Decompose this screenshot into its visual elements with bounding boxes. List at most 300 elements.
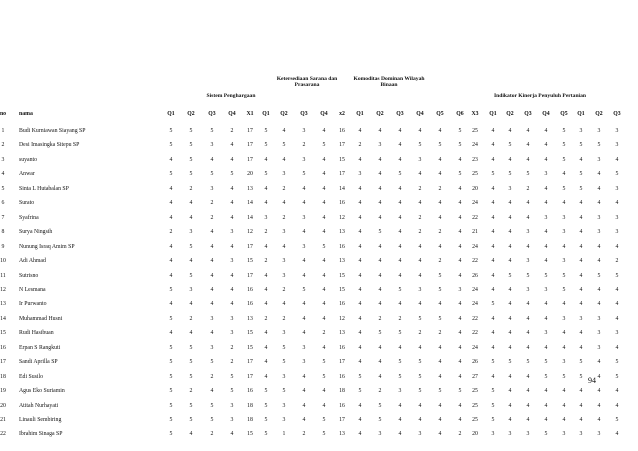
- table-cell: 5: [398, 286, 402, 293]
- respondent-name: suyanto: [19, 156, 38, 163]
- table-cell: 4: [491, 200, 495, 207]
- table-cell: 4: [597, 185, 601, 192]
- table-cell: 3: [544, 286, 548, 293]
- table-cell: 4: [378, 171, 382, 178]
- table-cell: 5: [544, 431, 548, 438]
- table-cell: 4: [302, 417, 306, 423]
- table-cell: 3: [615, 229, 619, 236]
- table-cell: 13: [339, 431, 345, 438]
- column-header: Q4: [542, 111, 550, 117]
- table-cell: 4: [458, 330, 462, 337]
- table-cell: 5: [210, 402, 214, 409]
- table-cell: 4: [508, 344, 512, 351]
- table-cell: 4: [491, 185, 495, 192]
- table-cell: 4: [230, 272, 234, 279]
- table-cell: 4: [169, 258, 173, 265]
- column-header: Q6: [456, 111, 464, 117]
- table-cell: 15: [247, 330, 253, 337]
- table-cell: 4: [615, 344, 619, 351]
- table-cell: 4: [210, 388, 214, 395]
- table-cell: 4: [526, 388, 530, 395]
- table-cell: 4: [358, 200, 362, 207]
- table-cell: 4: [398, 229, 402, 236]
- table-cell: 5: [282, 344, 286, 351]
- table-cell: 5: [418, 315, 422, 322]
- table-cell: 23: [472, 156, 478, 163]
- table-cell: 3: [597, 344, 601, 351]
- column-header: Q5: [560, 111, 568, 117]
- table-cell: 4: [438, 431, 442, 438]
- table-cell: 4: [526, 402, 530, 409]
- table-cell: 2: [302, 142, 306, 149]
- table-cell: 3: [562, 431, 566, 438]
- table-cell: 4: [230, 142, 234, 149]
- table-cell: 5: [491, 388, 495, 395]
- table-cell: 3: [230, 417, 234, 423]
- table-cell: 4: [322, 128, 326, 134]
- table-cell: 5: [189, 344, 193, 351]
- table-cell: 4: [544, 185, 548, 192]
- table-cell: 5: [491, 417, 495, 423]
- table-cell: 4: [378, 286, 382, 293]
- table-cell: 17: [339, 171, 345, 178]
- table-cell: 4: [189, 330, 193, 337]
- table-cell: 4: [438, 402, 442, 409]
- table-cell: 4: [302, 272, 306, 279]
- table-cell: 4: [458, 359, 462, 366]
- column-header: nama: [19, 111, 33, 117]
- table-cell: 5: [210, 417, 214, 423]
- table-cell: 4: [526, 156, 530, 163]
- table-cell: 4: [358, 359, 362, 366]
- table-cell: 4: [526, 214, 530, 221]
- table-cell: 3: [210, 185, 214, 192]
- table-cell: 4: [458, 185, 462, 192]
- table-cell: 4: [526, 243, 530, 250]
- table-cell: 4: [418, 128, 422, 134]
- table-cell: 5: [615, 417, 619, 423]
- table-cell: 5: [438, 142, 442, 149]
- table-cell: 5: [322, 142, 326, 149]
- table-cell: 3: [302, 156, 306, 163]
- table-cell: 4: [491, 243, 495, 250]
- table-cell: 1: [282, 431, 286, 438]
- table-cell: 4: [358, 214, 362, 221]
- table-cell: 4: [597, 258, 601, 265]
- table-cell: 5: [322, 431, 326, 438]
- table-cell: 5: [302, 171, 306, 178]
- table-cell: 4: [438, 243, 442, 250]
- table-cell: 25: [472, 417, 478, 423]
- table-cell: 4: [508, 128, 512, 134]
- table-cell: 2: [210, 200, 214, 207]
- table-cell: 5: [526, 272, 530, 279]
- table-cell: 4: [398, 301, 402, 308]
- table-cell: 4: [322, 200, 326, 207]
- table-cell: 3: [302, 359, 306, 366]
- row-number: 13: [0, 301, 6, 308]
- table-cell: 5: [189, 417, 193, 423]
- table-cell: 5: [264, 431, 268, 438]
- column-header: no: [0, 111, 7, 117]
- row-number: 1: [1, 128, 5, 134]
- table-cell: 3: [398, 388, 402, 395]
- table-cell: 3: [526, 286, 530, 293]
- table-cell: 4: [322, 344, 326, 351]
- table-cell: 4: [282, 128, 286, 134]
- table-cell: 3: [526, 229, 530, 236]
- table-cell: 3: [418, 286, 422, 293]
- table-cell: 5: [322, 373, 326, 380]
- table-cell: 5: [526, 171, 530, 178]
- table-cell: 4: [458, 344, 462, 351]
- table-cell: 4: [189, 258, 193, 265]
- table-cell: 16: [339, 301, 345, 308]
- table-cell: 4: [491, 142, 495, 149]
- table-cell: 4: [230, 286, 234, 293]
- table-cell: 5: [615, 171, 619, 178]
- table-cell: 4: [544, 315, 548, 322]
- row-number: 12: [0, 286, 6, 293]
- table-cell: 4: [562, 330, 566, 337]
- row-number: 6: [1, 200, 5, 207]
- table-cell: 3: [615, 142, 619, 149]
- table-cell: 5: [358, 373, 362, 380]
- table-cell: 17: [247, 142, 253, 149]
- table-cell: 5: [491, 359, 495, 366]
- table-cell: 3: [597, 156, 601, 163]
- table-cell: 5: [264, 128, 268, 134]
- table-cell: 17: [247, 243, 253, 250]
- row-number: 14: [0, 315, 6, 322]
- table-cell: 27: [472, 373, 478, 380]
- table-cell: 4: [169, 156, 173, 163]
- table-cell: 4: [378, 156, 382, 163]
- table-cell: 4: [398, 417, 402, 423]
- respondent-name: Anwar: [19, 171, 35, 178]
- table-cell: 4: [322, 258, 326, 265]
- table-cell: 5: [438, 388, 442, 395]
- table-cell: 4: [322, 388, 326, 395]
- table-cell: 4: [615, 156, 619, 163]
- table-cell: 4: [378, 373, 382, 380]
- table-cell: 3: [230, 330, 234, 337]
- table-cell: 15: [247, 258, 253, 265]
- table-cell: 3: [418, 156, 422, 163]
- table-cell: 4: [458, 258, 462, 265]
- table-cell: 17: [339, 142, 345, 149]
- table-cell: 3: [189, 229, 193, 236]
- table-cell: 5: [562, 185, 566, 192]
- table-cell: 4: [458, 402, 462, 409]
- row-number: 18: [0, 373, 6, 380]
- table-cell: 4: [526, 128, 530, 134]
- table-cell: 3: [282, 373, 286, 380]
- table-cell: 5: [562, 286, 566, 293]
- table-cell: 26: [472, 272, 478, 279]
- table-cell: 5: [264, 388, 268, 395]
- table-cell: 4: [302, 185, 306, 192]
- table-cell: 5: [264, 402, 268, 409]
- table-cell: 17: [247, 156, 253, 163]
- table-cell: 2: [398, 315, 402, 322]
- table-cell: 4: [210, 243, 214, 250]
- column-header: Q2: [506, 111, 514, 117]
- table-cell: 4: [169, 272, 173, 279]
- table-cell: 4: [210, 301, 214, 308]
- table-cell: 4: [378, 272, 382, 279]
- table-cell: 25: [472, 128, 478, 134]
- table-cell: 4: [302, 388, 306, 395]
- table-cell: 2: [438, 258, 442, 265]
- table-cell: 3: [282, 272, 286, 279]
- table-cell: 4: [508, 229, 512, 236]
- table-cell: 4: [438, 344, 442, 351]
- table-cell: 5: [189, 243, 193, 250]
- table-cell: 4: [264, 286, 268, 293]
- table-cell: 3: [378, 142, 382, 149]
- table-cell: 3: [562, 229, 566, 236]
- table-cell: 5: [418, 142, 422, 149]
- table-cell: 4: [458, 417, 462, 423]
- table-cell: 3: [597, 431, 601, 438]
- table-cell: 2: [438, 229, 442, 236]
- table-cell: 4: [264, 272, 268, 279]
- table-cell: 5: [322, 417, 326, 423]
- respondent-name: Sutrisno: [19, 272, 39, 279]
- table-cell: 5: [189, 171, 193, 178]
- table-cell: 25: [472, 402, 478, 409]
- table-cell: 4: [508, 417, 512, 423]
- table-cell: 4: [544, 128, 548, 134]
- column-header: Q3: [300, 111, 308, 117]
- table-cell: 4: [491, 315, 495, 322]
- table-cell: 4: [562, 388, 566, 395]
- table-cell: 4: [438, 128, 442, 134]
- column-header: Q1: [356, 111, 364, 117]
- table-cell: 5: [615, 359, 619, 366]
- table-cell: 4: [562, 200, 566, 207]
- table-cell: 4: [322, 185, 326, 192]
- table-cell: 4: [169, 200, 173, 207]
- table-cell: 4: [508, 330, 512, 337]
- table-cell: 5: [230, 388, 234, 395]
- table-cell: 4: [579, 417, 583, 423]
- table-cell: 4: [322, 286, 326, 293]
- table-cell: 4: [230, 243, 234, 250]
- row-number: 8: [1, 229, 5, 236]
- table-cell: 4: [458, 214, 462, 221]
- table-cell: 2: [438, 185, 442, 192]
- respondent-name: Linauli Sembiring: [19, 417, 62, 423]
- table-cell: 4: [169, 330, 173, 337]
- table-cell: 4: [358, 128, 362, 134]
- table-cell: 4: [597, 200, 601, 207]
- table-cell: 5: [544, 373, 548, 380]
- table-cell: 4: [508, 214, 512, 221]
- table-cell: 4: [562, 171, 566, 178]
- table-cell: 4: [491, 344, 495, 351]
- table-cell: 4: [579, 402, 583, 409]
- respondent-name: Sandi Aprilla SP: [19, 359, 58, 366]
- table-cell: 5: [378, 330, 382, 337]
- table-cell: 4: [438, 214, 442, 221]
- table-cell: 3: [579, 128, 583, 134]
- table-cell: 2: [378, 315, 382, 322]
- table-cell: 4: [282, 301, 286, 308]
- table-cell: 16: [339, 200, 345, 207]
- table-cell: 5: [562, 373, 566, 380]
- table-cell: 4: [378, 128, 382, 134]
- column-header: Q3: [396, 111, 404, 117]
- table-cell: 13: [339, 229, 345, 236]
- column-header: Q3: [208, 111, 216, 117]
- table-cell: 4: [264, 200, 268, 207]
- table-cell: 3: [615, 128, 619, 134]
- table-cell: 2: [264, 315, 268, 322]
- table-cell: 5: [322, 243, 326, 250]
- row-number: 16: [0, 344, 6, 351]
- table-cell: 5: [169, 315, 173, 322]
- column-header: Q3: [613, 111, 621, 117]
- table-cell: 5: [579, 142, 583, 149]
- row-number: 4: [1, 171, 5, 178]
- table-cell: 4: [264, 344, 268, 351]
- group-header-sarana: Ketersediaan Sarana dan Prasarana: [276, 76, 338, 89]
- table-cell: 4: [302, 200, 306, 207]
- table-cell: 4: [189, 214, 193, 221]
- table-cell: 4: [491, 214, 495, 221]
- table-cell: 4: [230, 156, 234, 163]
- table-cell: 4: [579, 272, 583, 279]
- table-cell: 3: [597, 315, 601, 322]
- table-cell: 4: [264, 185, 268, 192]
- table-cell: 5: [508, 359, 512, 366]
- table-cell: 24: [472, 344, 478, 351]
- table-cell: 4: [615, 402, 619, 409]
- table-cell: 4: [458, 243, 462, 250]
- respondent-name: Ir Purwanto: [19, 301, 47, 308]
- table-cell: 2: [264, 258, 268, 265]
- table-cell: 3: [302, 243, 306, 250]
- table-cell: 5: [264, 142, 268, 149]
- respondent-name: Atitah Nurhayati: [19, 402, 59, 409]
- table-cell: 17: [339, 417, 345, 423]
- table-cell: 5: [398, 359, 402, 366]
- table-cell: 24: [472, 301, 478, 308]
- table-cell: 2: [169, 229, 173, 236]
- table-cell: 4: [418, 417, 422, 423]
- column-header: Q2: [280, 111, 288, 117]
- table-cell: 4: [579, 286, 583, 293]
- table-cell: 4: [526, 344, 530, 351]
- table-cell: 3: [526, 431, 530, 438]
- table-cell: 4: [526, 417, 530, 423]
- row-number: 17: [0, 359, 6, 366]
- table-cell: 3: [282, 402, 286, 409]
- table-cell: 4: [544, 156, 548, 163]
- table-cell: 4: [508, 258, 512, 265]
- table-cell: 4: [579, 388, 583, 395]
- table-cell: 4: [508, 315, 512, 322]
- table-cell: 4: [210, 272, 214, 279]
- table-cell: 5: [378, 402, 382, 409]
- table-cell: 4: [358, 243, 362, 250]
- table-cell: 4: [526, 330, 530, 337]
- table-cell: 4: [358, 272, 362, 279]
- column-header: Q4: [416, 111, 424, 117]
- row-number: 20: [0, 402, 6, 409]
- table-cell: 4: [398, 142, 402, 149]
- table-cell: 4: [544, 200, 548, 207]
- table-cell: 4: [302, 330, 306, 337]
- table-cell: 2: [526, 185, 530, 192]
- table-cell: 4: [458, 200, 462, 207]
- table-cell: 4: [508, 243, 512, 250]
- table-cell: 13: [247, 315, 253, 322]
- table-cell: 4: [597, 359, 601, 366]
- table-cell: 24: [472, 243, 478, 250]
- table-cell: 5: [508, 272, 512, 279]
- table-cell: 3: [302, 214, 306, 221]
- table-cell: 3: [597, 128, 601, 134]
- table-cell: 5: [526, 359, 530, 366]
- table-cell: 5: [210, 171, 214, 178]
- table-cell: 4: [544, 258, 548, 265]
- table-cell: 3: [230, 229, 234, 236]
- table-cell: 5: [579, 185, 583, 192]
- table-cell: 4: [230, 431, 234, 438]
- table-cell: 4: [526, 373, 530, 380]
- table-cell: 5: [169, 373, 173, 380]
- table-cell: 3: [210, 142, 214, 149]
- table-cell: 3: [210, 315, 214, 322]
- row-number: 11: [0, 272, 6, 279]
- row-number: 5: [1, 185, 5, 192]
- table-cell: 4: [562, 243, 566, 250]
- respondent-name: N Lesmana: [19, 286, 46, 293]
- table-cell: 4: [230, 200, 234, 207]
- table-cell: 4: [302, 402, 306, 409]
- table-cell: 5: [544, 359, 548, 366]
- table-cell: 4: [544, 402, 548, 409]
- table-cell: 24: [472, 286, 478, 293]
- table-cell: 4: [398, 272, 402, 279]
- table-cell: 4: [358, 344, 362, 351]
- table-cell: 4: [526, 142, 530, 149]
- table-cell: 2: [418, 185, 422, 192]
- table-cell: 15: [339, 286, 345, 293]
- table-cell: 3: [597, 214, 601, 221]
- table-cell: 5: [418, 388, 422, 395]
- table-cell: 4: [438, 373, 442, 380]
- table-cell: 17: [247, 272, 253, 279]
- table-cell: 5: [458, 171, 462, 178]
- row-number: 22: [0, 431, 6, 438]
- table-cell: 4: [458, 315, 462, 322]
- table-cell: 5: [398, 373, 402, 380]
- table-cell: 3: [282, 258, 286, 265]
- table-cell: 17: [339, 359, 345, 366]
- table-cell: 5: [189, 373, 193, 380]
- table-cell: 4: [526, 315, 530, 322]
- table-cell: 4: [189, 301, 193, 308]
- table-cell: 16: [339, 128, 345, 134]
- table-cell: 5: [210, 359, 214, 366]
- table-cell: 5: [189, 142, 193, 149]
- table-cell: 16: [339, 344, 345, 351]
- table-cell: 15: [247, 431, 253, 438]
